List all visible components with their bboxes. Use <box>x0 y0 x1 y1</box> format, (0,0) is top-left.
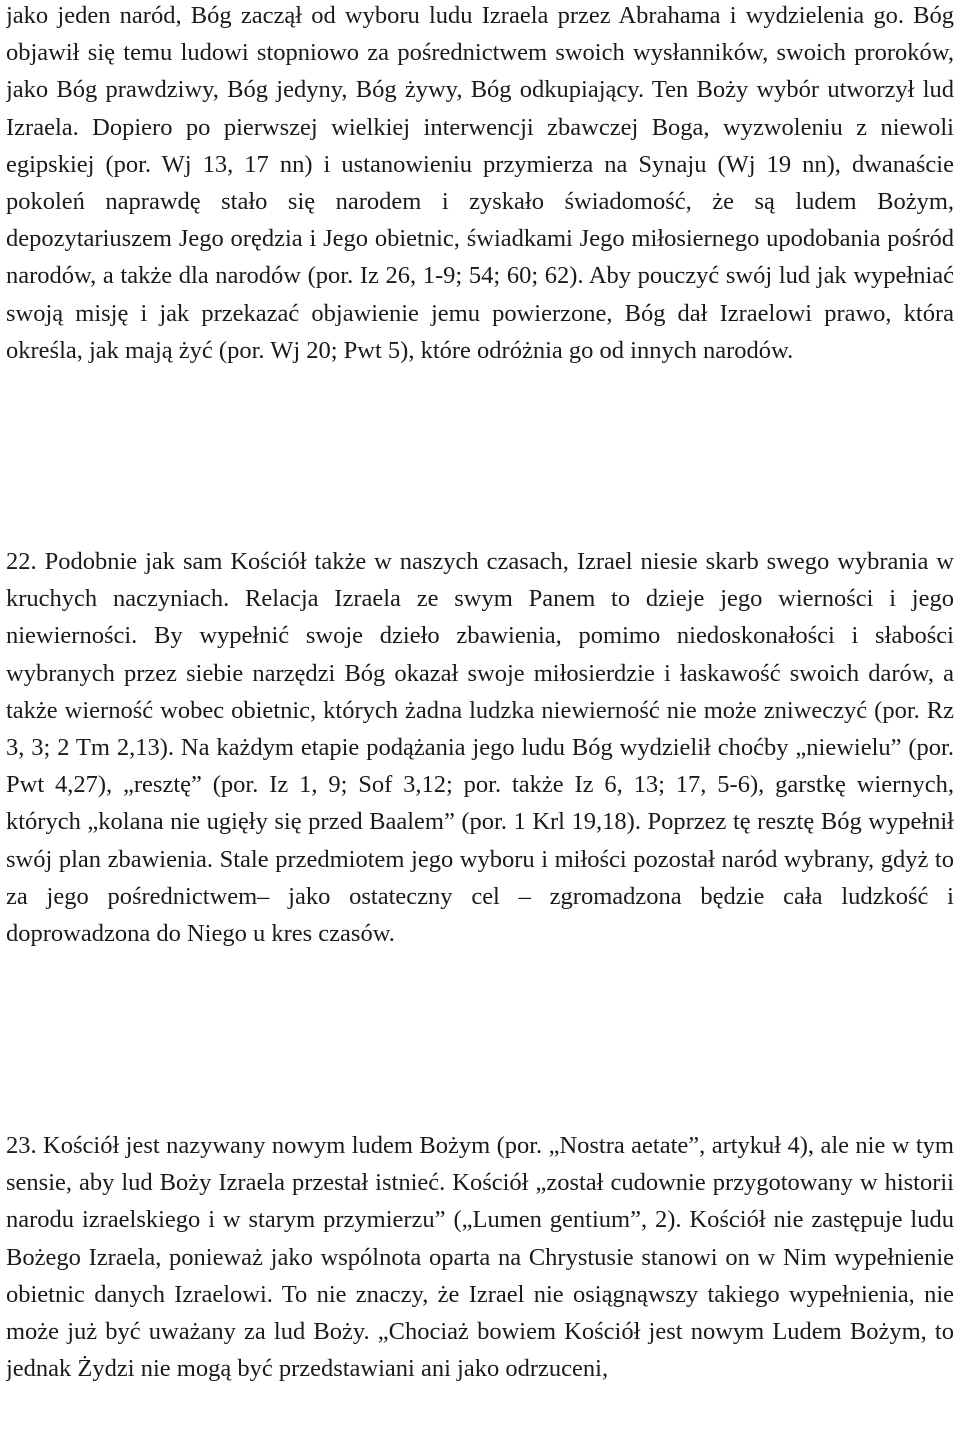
paragraph-continued: jako jeden naród, Bóg zaczął od wyboru ludu Izraela przez Abrahama i wydzielenia go. Bóg objawił się temu ludowi stopniowo za pośrednictwem swoich wysłanników, swoich proroków, jako Bóg prawdziwy, Bóg jedyny, Bóg żywy, Bóg odkupiający. Ten Boży wybór utworzył lud Izraela. Dopiero po pierwszej wielkiej interwencji zbawczej Boga, wyzwoleniu z niewoli egipskiej (por. Wj 13, 17 nn) i ustanowieniu przymierza na Synaju (Wj 19 nn), dwanaście pokoleń naprawdę stało się narodem i zyskało świadomość, że są ludem Bożym, depozytariuszem Jego orędzia i Jego obietnic, świadkami Jego miłosiernego upodobania pośród narodów, a także dla narodów (por. Iz 26, 1-9; 54; 60; 62). Aby pouczyć swój lud jak wypełniać swoją misję i jak przekazać objawienie jemu powierzone, Bóg dał Izraelowi prawo, która określa, jak mają żyć (por. Wj 20; Pwt 5), które odróżnia go od innych narodów. <box>6 2 954 364</box>
paragraph-22: 22. Podobnie jak sam Kościół także w naszych czasach, Izrael niesie skarb swego wybrania w kruchych naczyniach. Relacja Izraela ze swym Panem to dzieje jego wierności i jego niewierności. By wypełnić swoje dzieło zbawienia, pomimo niedoskonałości i słabości wybranych przez siebie narzędzi Bóg okazał swoje miłosierdzie i łaskawość swoich darów, a także wierność wobec obietnic, których żadna ludzka niewierność nie może zniweczyć (por. Rz 3, 3; 2 Tm 2,13). Na każdym etapie podążania jego ludu Bóg wydzielił choćby „niewielu” (por. Pwt 4,27), „resztę” (por. Iz 1, 9; Sof 3,12; por. także Iz 6, 13; 17, 5-6), garstkę wiernych, których „kolana nie ugięły się przed Baalem” (por. 1 Krl 19,18). Poprzez tę resztę Bóg wypełnił swój plan zbawienia. Stale przedmiotem jego wyboru i miłości pozostał naród wybrany, gdyż to za jego pośrednictwem– jako ostateczny cel – zgromadzona będzie cała ludzkość i doprowadzona do Niego u kres czasów. <box>6 548 954 948</box>
paragraph-23: 23. Kościół jest nazywany nowym ludem Bożym (por. „Nostra aetate”, artykuł 4), ale nie w tym sensie, aby lud Boży Izraela przestał istnieć. Kościół „został cudownie przygotowany w historii narodu izraelskiego i w starym przymierzu” („Lumen gentium”, 2). Kościół nie zastępuje ludu Bożego Izraela, ponieważ jako wspólnota oparta na Chrystusie stanowi on w Nim wypełnienie obietnic danych Izraelowi. To nie znaczy, że Izrael nie osiągnąwszy takiego wypełnienia, nie może już być uważany za lud Boży. „Chociaż bowiem Kościół jest nowym Ludem Bożym, to jednak Żydzi nie mogą być przedstawiani ani jako odrzuceni, <box>6 1132 954 1383</box>
document-page <box>6 0 956 1440</box>
